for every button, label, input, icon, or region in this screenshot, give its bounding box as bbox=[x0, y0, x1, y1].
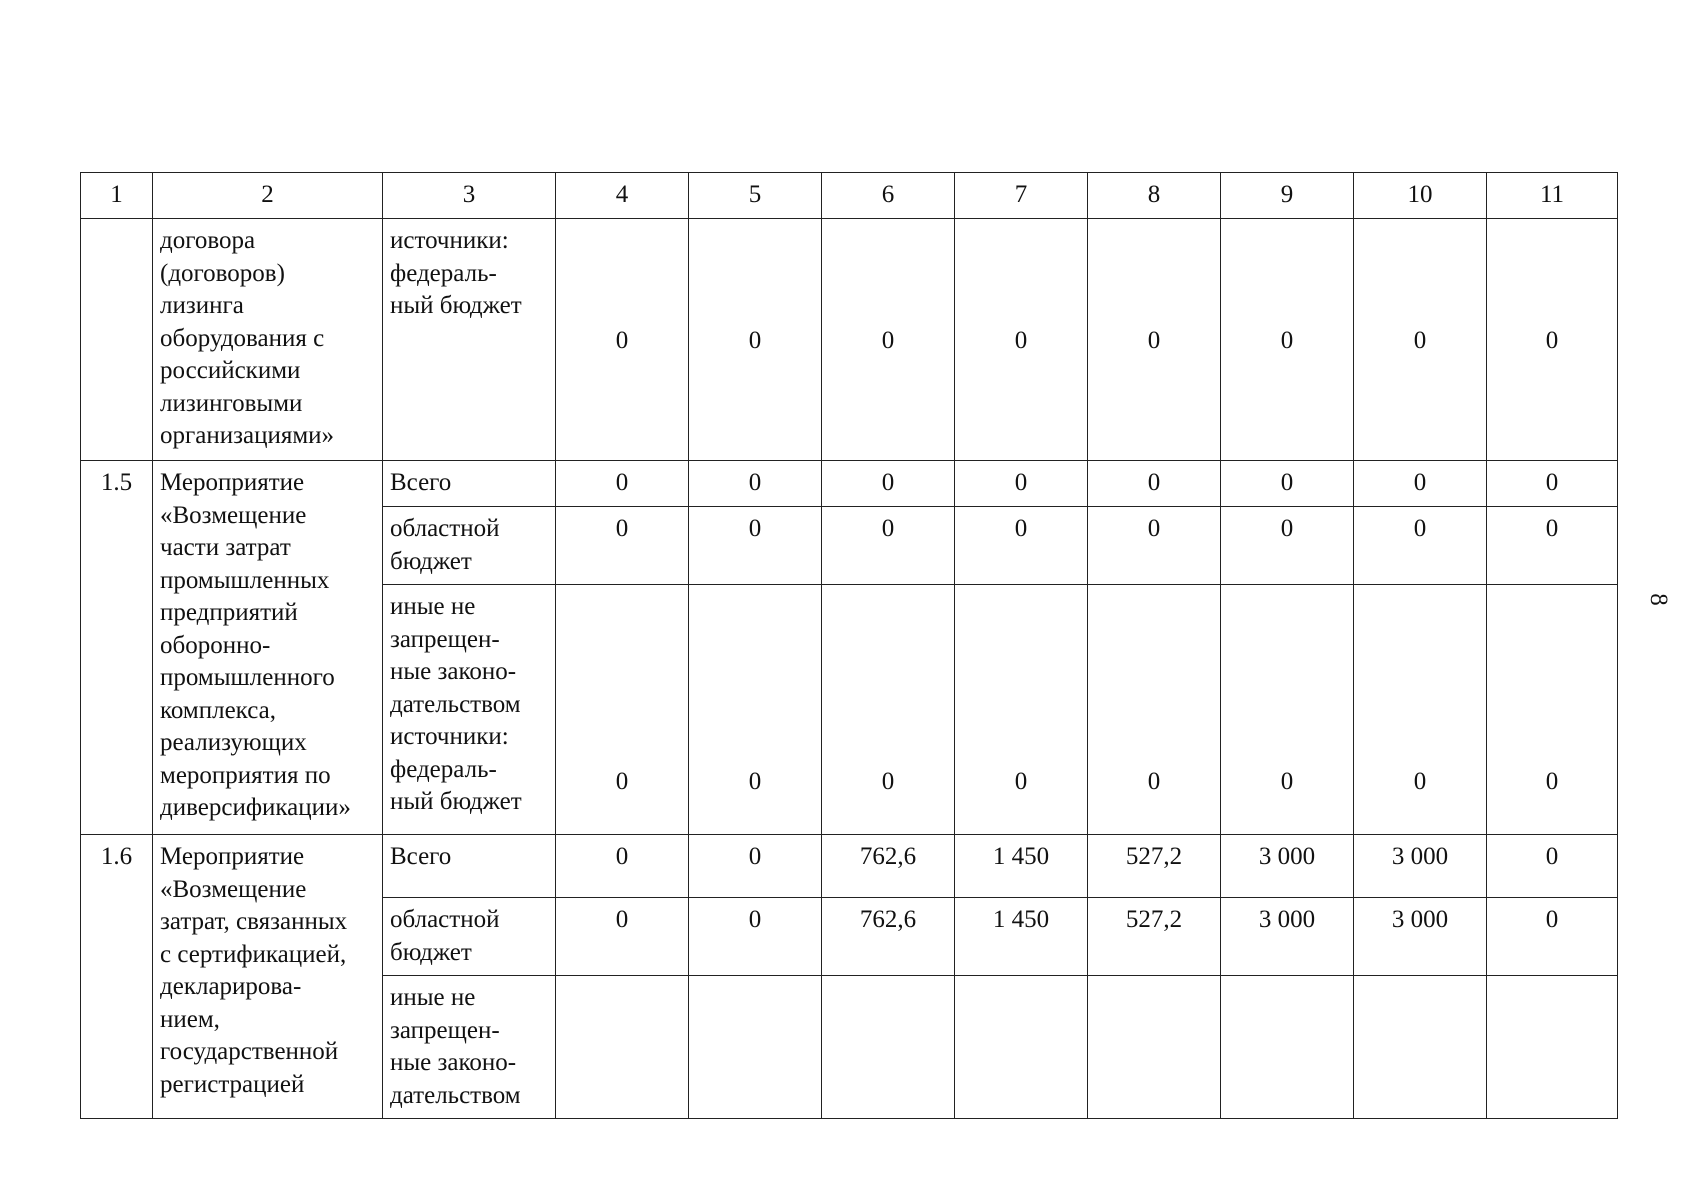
row-number-cell: 1.6 bbox=[81, 835, 153, 1119]
funding-source-cell: областной бюджет bbox=[383, 507, 556, 585]
header-cell-11: 11 bbox=[1487, 173, 1618, 219]
value-cell: 0 bbox=[1088, 585, 1221, 835]
value-cell-empty bbox=[1221, 976, 1354, 1119]
value-cell: 0 bbox=[1487, 461, 1618, 507]
value-cell: 0 bbox=[556, 585, 689, 835]
value-cell: 0 bbox=[1088, 461, 1221, 507]
value-cell: 0 bbox=[689, 461, 822, 507]
value-cell: 762,6 bbox=[822, 835, 955, 898]
value-cell: 0 bbox=[556, 507, 689, 585]
header-cell-6: 6 bbox=[822, 173, 955, 219]
header-cell-8: 8 bbox=[1088, 173, 1221, 219]
value-cell: 0 bbox=[689, 898, 822, 976]
value-cell: 527,2 bbox=[1088, 898, 1221, 976]
value-cell-empty bbox=[556, 976, 689, 1119]
value-cell: 0 bbox=[556, 219, 689, 461]
value-cell: 0 bbox=[1487, 585, 1618, 835]
value-cell: 0 bbox=[1221, 219, 1354, 461]
funding-source-cell: областной бюджет bbox=[383, 898, 556, 976]
value-cell: 0 bbox=[1487, 507, 1618, 585]
value-cell: 1 450 bbox=[955, 835, 1088, 898]
value-cell: 0 bbox=[1088, 507, 1221, 585]
budget-table bbox=[80, 172, 1618, 1119]
value-cell-empty bbox=[1088, 976, 1221, 1119]
value-cell-empty bbox=[822, 976, 955, 1119]
value-cell-empty bbox=[955, 976, 1088, 1119]
table-row-lease-federal bbox=[81, 219, 1618, 461]
value-cell: 0 bbox=[955, 507, 1088, 585]
header-cell-9: 9 bbox=[1221, 173, 1354, 219]
funding-source-cell: Всего bbox=[383, 835, 556, 898]
value-cell: 0 bbox=[1221, 507, 1354, 585]
table-row-1-5-total bbox=[81, 461, 1618, 507]
value-cell: 527,2 bbox=[1088, 835, 1221, 898]
measure-description-cell: Мероприятие «Возмещение затрат, связанных с сертификацией, деклариpова- нием, государственной регистрацией bbox=[153, 835, 383, 1119]
value-cell: 0 bbox=[1487, 898, 1618, 976]
value-cell: 762,6 bbox=[822, 898, 955, 976]
value-cell-empty bbox=[1487, 976, 1618, 1119]
measure-description-cell: Мероприятие «Возмещение части затрат промышленных предприятий оборонно- промышленного комплекса, реализующих мероприятия по диверсификации» bbox=[153, 461, 383, 835]
header-cell-10: 10 bbox=[1354, 173, 1487, 219]
header-cell-1: 1 bbox=[81, 173, 153, 219]
header-cell-4: 4 bbox=[556, 173, 689, 219]
value-cell: 0 bbox=[689, 219, 822, 461]
header-cell-7: 7 bbox=[955, 173, 1088, 219]
value-cell: 0 bbox=[556, 461, 689, 507]
value-cell: 0 bbox=[689, 835, 822, 898]
header-cell-5: 5 bbox=[689, 173, 822, 219]
funding-source-cell: источники: федераль- ный бюджет bbox=[383, 219, 556, 461]
value-cell: 0 bbox=[1487, 219, 1618, 461]
value-cell-empty bbox=[689, 976, 822, 1119]
value-cell: 0 bbox=[822, 585, 955, 835]
funding-source-cell: иные не запрещен- ные законо- дательством bbox=[383, 976, 556, 1119]
value-cell: 0 bbox=[1354, 219, 1487, 461]
funding-source-cell: иные не запрещен- ные законо- дательством источники: федераль- ный бюджет bbox=[383, 585, 556, 835]
header-cell-2: 2 bbox=[153, 173, 383, 219]
value-cell: 1 450 bbox=[955, 898, 1088, 976]
value-cell: 0 bbox=[556, 898, 689, 976]
value-cell: 0 bbox=[1088, 219, 1221, 461]
value-cell-empty bbox=[1354, 976, 1487, 1119]
value-cell: 0 bbox=[955, 219, 1088, 461]
value-cell: 0 bbox=[1354, 507, 1487, 585]
measure-description-cell: договора (договоров) лизинга оборудования с российскими лизинговыми организациями» bbox=[153, 219, 383, 461]
value-cell: 0 bbox=[689, 507, 822, 585]
value-cell: 0 bbox=[556, 835, 689, 898]
value-cell: 0 bbox=[1487, 835, 1618, 898]
value-cell: 3 000 bbox=[1354, 835, 1487, 898]
row-number-cell-empty bbox=[81, 219, 153, 461]
value-cell: 0 bbox=[1221, 461, 1354, 507]
value-cell: 0 bbox=[822, 461, 955, 507]
value-cell: 0 bbox=[1354, 461, 1487, 507]
value-cell: 3 000 bbox=[1221, 898, 1354, 976]
funding-source-cell: Всего bbox=[383, 461, 556, 507]
page-number: 8 bbox=[1644, 593, 1672, 606]
value-cell: 0 bbox=[1221, 585, 1354, 835]
value-cell: 3 000 bbox=[1221, 835, 1354, 898]
table-row-1-6-total bbox=[81, 835, 1618, 898]
row-number-cell: 1.5 bbox=[81, 461, 153, 835]
value-cell: 0 bbox=[955, 585, 1088, 835]
header-cell-3: 3 bbox=[383, 173, 556, 219]
column-number-header-row bbox=[81, 173, 1618, 219]
value-cell: 3 000 bbox=[1354, 898, 1487, 976]
value-cell: 0 bbox=[955, 461, 1088, 507]
value-cell: 0 bbox=[822, 507, 955, 585]
value-cell: 0 bbox=[1354, 585, 1487, 835]
value-cell: 0 bbox=[689, 585, 822, 835]
value-cell: 0 bbox=[822, 219, 955, 461]
